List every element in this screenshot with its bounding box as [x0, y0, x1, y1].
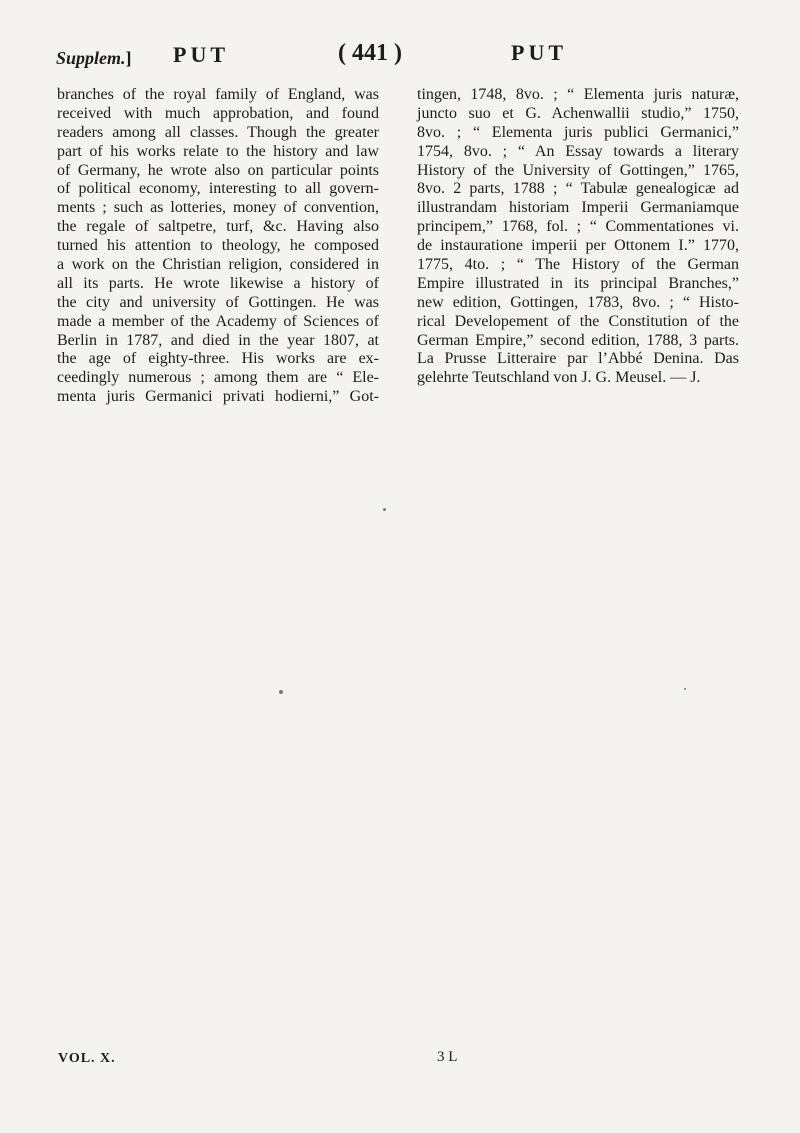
text-line: de instauratione imperii per Ottonem I.” 1770, [417, 237, 739, 255]
text-line: of political economy, interesting to all govern- [57, 180, 379, 198]
text-line: rical Developement of the Constitution of the [417, 312, 739, 330]
running-header [56, 36, 746, 70]
text-line: History of the University of Gottingen,” 1765, [417, 161, 739, 179]
text-line: principem,” 1768, fol. ; “ Commentationes vi. [417, 218, 739, 236]
text-line: menta juris Germanici privati hodierni,” Got- [57, 388, 379, 406]
text-line: new edition, Gottingen, 1783, 8vo. ; “ Histo- [417, 293, 739, 311]
text-line: of Germany, he wrote also on particular points [57, 161, 379, 179]
signature-mark: 3 L [437, 1049, 458, 1065]
paper-speck [684, 688, 686, 690]
text-line: part of his works relate to the history and law [57, 142, 379, 160]
text-line: ceedingly numerous ; among them are “ Ele- [57, 369, 379, 387]
text-line: all its parts. He wrote likewise a history of [57, 274, 379, 292]
text-line: Berlin in 1787, and died in the year 1807, at [57, 331, 379, 349]
text-line: 8vo. 2 parts, 1788 ; “ Tabulæ genealogicæ ad [417, 180, 739, 198]
text-line: received with much approbation, and found [57, 104, 379, 122]
volume-footer: VOL. X. [58, 1051, 116, 1066]
paper-speck [383, 508, 386, 511]
text-line: juncto suo et G. Achenwallii studio,” 1750, [417, 104, 739, 122]
text-line: Empire illustrated in its principal Branches,” [417, 274, 739, 292]
text-line: 1754, 8vo. ; “ An Essay towards a literary [417, 142, 739, 160]
text-line: the age of eighty-three. His works are ex- [57, 350, 379, 368]
running-word-left: PUT [173, 42, 229, 67]
text-line: readers among all classes. Though the greater [57, 123, 379, 141]
text-line: the city and university of Gottingen. He was [57, 293, 379, 311]
text-line: ments ; such as lotteries, money of convention, [57, 199, 379, 217]
text-line: La Prusse Litteraire par l’Abbé Denina. Das [417, 350, 739, 368]
text-line: made a member of the Academy of Sciences of [57, 312, 379, 330]
text-line: German Empire,” second edition, 1788, 3 parts. [417, 331, 739, 349]
right-column [417, 86, 739, 388]
text-line: tingen, 1748, 8vo. ; “ Elementa juris naturæ, [417, 86, 739, 103]
text-line: 1775, 4to. ; “ The History of the German [417, 256, 739, 274]
running-word-right: PUT [511, 40, 567, 65]
text-line: illustrandam historiam Imperii Germaniamque [417, 199, 739, 217]
text-line: 8vo. ; “ Elementa juris publici Germanici,” [417, 123, 739, 141]
text-line: a work on the Christian religion, considered in [57, 256, 379, 274]
text-line: gelehrte Teutschland von J. G. Meusel. — J. [417, 369, 701, 387]
page-number: ( 441 ) [338, 40, 402, 66]
text-line: turned his attention to theology, he composed [57, 237, 379, 255]
paper-speck [279, 690, 283, 694]
left-column [57, 86, 379, 407]
section-title: Supplem.] [56, 48, 132, 68]
text-line: the regale of saltpetre, turf, &c. Having also [57, 218, 379, 236]
text-line: branches of the royal family of England, was [57, 86, 379, 103]
